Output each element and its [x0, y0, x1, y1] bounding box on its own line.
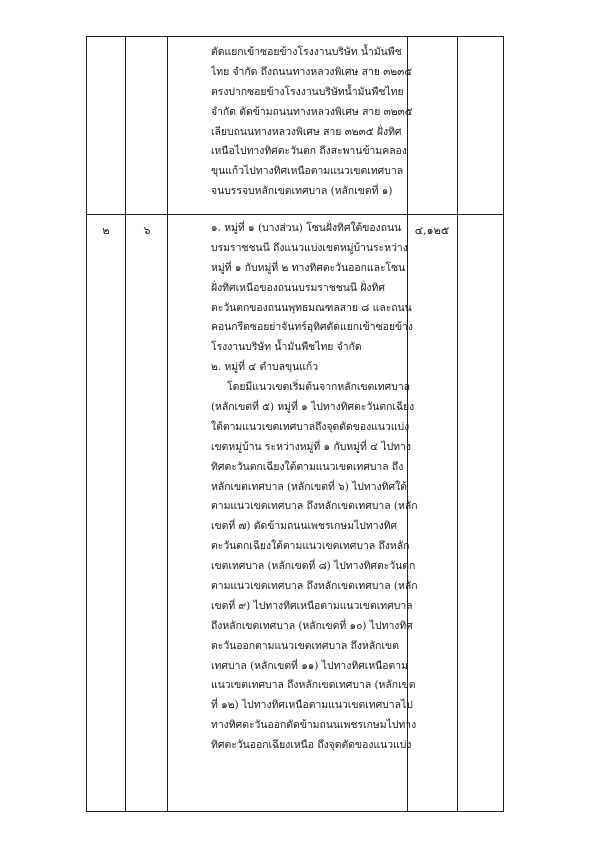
description-line: ๒. หมู่ที่ ๔ ตำบลขุนแก้ว — [211, 361, 319, 374]
village-number-cell: ๖ — [143, 224, 151, 237]
description-line: เขตหมู่บ้าน ระหว่างหมู่ที่ ๑ กับหมู่ที่ ๔ ไปทาง — [211, 440, 411, 453]
description-line: ตามแนวเขตเทศบาล ถึงหลักเขตเทศบาล (หลัก — [211, 500, 417, 513]
description-line: หลักเขตเทศบาล (หลักเขตที่ ๖) ไปทางทิศใต้ — [211, 480, 407, 493]
description-line: เลียบถนนทางหลวงพิเศษ สาย ๓๒๓๕ ฝั่งทิศ — [211, 125, 402, 138]
row-main-description — [211, 219, 417, 756]
description-line: เขตเทศบาล (หลักเขตที่ ๘) ไปทางทิศตะวันตก — [211, 560, 416, 573]
description-line: ฝั่งทิศเหนือของถนนบรมราชชนนี ฝั่งทิศ — [211, 281, 385, 294]
description-line: เหนือไปทางทิศตะวันตก ถึงสะพานข้ามคลอง — [211, 145, 407, 158]
description-line: ทิศตะวันตกเฉียงใต้ตามแนวเขตเทศบาล ถึง — [211, 460, 404, 473]
description-line: หมู่ที่ ๑ กับหมู่ที่ ๒ ทางทิศตะวันออกและโซน — [211, 261, 406, 274]
description-line: เขตที่ ๙) ไปทางทิศเหนือตามแนวเขตเทศบาล — [211, 599, 413, 612]
description-line: เทศบาล (หลักเขตที่ ๑๑) ไปทางทิศเหนือตาม — [211, 659, 408, 672]
description-line: ขุนแก้วไปทางทิศเหนือตามแนวเขตเทศบาล — [211, 165, 404, 178]
column-divider-2 — [167, 37, 168, 811]
description-line: ตรงปากซอยข้างโรงงานบริษัทน้ำมันพืชไทย — [211, 85, 404, 98]
description-line: จำกัด ตัดข้ามถนนทางหลวงพิเศษ สาย ๓๒๓๕ — [211, 105, 413, 118]
row-prev-description — [211, 43, 417, 202]
column-divider-4 — [457, 37, 458, 811]
description-line: ทิศตะวันออกเฉียงเหนือ ถึงจุดตัดของแนวแบ่ง — [211, 739, 412, 752]
description-line: บรมราชชนนี ถึงแนวแบ่งเขตหมู่บ้านระหว่าง — [211, 241, 408, 254]
description-line: แนวเขตเทศบาล ถึงหลักเขตเทศบาล (หลักเขต — [211, 679, 416, 692]
description-line: จนบรรจบหลักเขตเทศบาล (หลักเขตที่ ๑) — [211, 185, 393, 198]
description-line: (หลักเขตที่ ๕) หมู่ที่ ๑ ไปทางทิศตะวันตกเฉียง — [211, 401, 415, 414]
row-number-cell: ๒ — [102, 224, 110, 237]
description-line: คอนกรีตซอยย่าจันทร์อุทิศตัดแยกเข้าซอยข้าง — [211, 321, 413, 334]
description-line: ไทย จำกัด ถึงถนนทางหลวงพิเศษ สาย ๓๒๓๕ — [211, 65, 413, 78]
description-line: เขตที่ ๗) ตัดข้ามถนนเพชรเกษมไปทางทิศ — [211, 520, 398, 533]
description-line: ตัดแยกเข้าซอยข้างโรงงานบริษัท น้ำมันพืช — [211, 46, 402, 58]
description-line: โดยมีแนวเขตเริ่มต้นจากหลักเขตเทศบาล — [227, 381, 411, 394]
description-line: ตะวันตกเฉียงใต้ตามแนวเขตเทศบาล ถึงหลัก — [211, 540, 410, 553]
description-line: ที่ ๑๒) ไปทางทิศเหนือตามแนวเขตเทศบาลไป — [211, 699, 413, 712]
description-line: ใต้ตามแนวเขตเทศบาลถึงจุดตัดของแนวแบ่ง — [211, 420, 410, 433]
boundary-table — [86, 36, 504, 812]
description-line: ตะวันออกตามแนวเขตเทศบาล ถึงหลักเขต — [211, 639, 399, 652]
description-line: ทางทิศตะวันออกตัดข้ามถนนเพชรเกษมไปทาง — [211, 719, 417, 732]
description-line: ตะวันตกของถนนพุทธมณฑลสาย ๘ และถนน — [211, 301, 412, 314]
row-divider — [87, 214, 503, 215]
description-line: โรงงานบริษัท น้ำมันพืชไทย จำกัด — [211, 341, 362, 354]
description-line: ตามแนวเขตเทศบาล ถึงหลักเขตเทศบาล (หลัก — [211, 580, 417, 593]
description-line: ถึงหลักเขตเทศบาล (หลักเขตที่ ๑๐) ไปทางทิศ — [211, 619, 413, 632]
column-divider-1 — [125, 37, 126, 811]
population-cell: ๔,๑๒๕ — [414, 224, 450, 237]
description-line: ๑. หมู่ที่ ๑ (บางส่วน) โซนฝั่งทิศใต้ของถนน — [211, 222, 402, 234]
